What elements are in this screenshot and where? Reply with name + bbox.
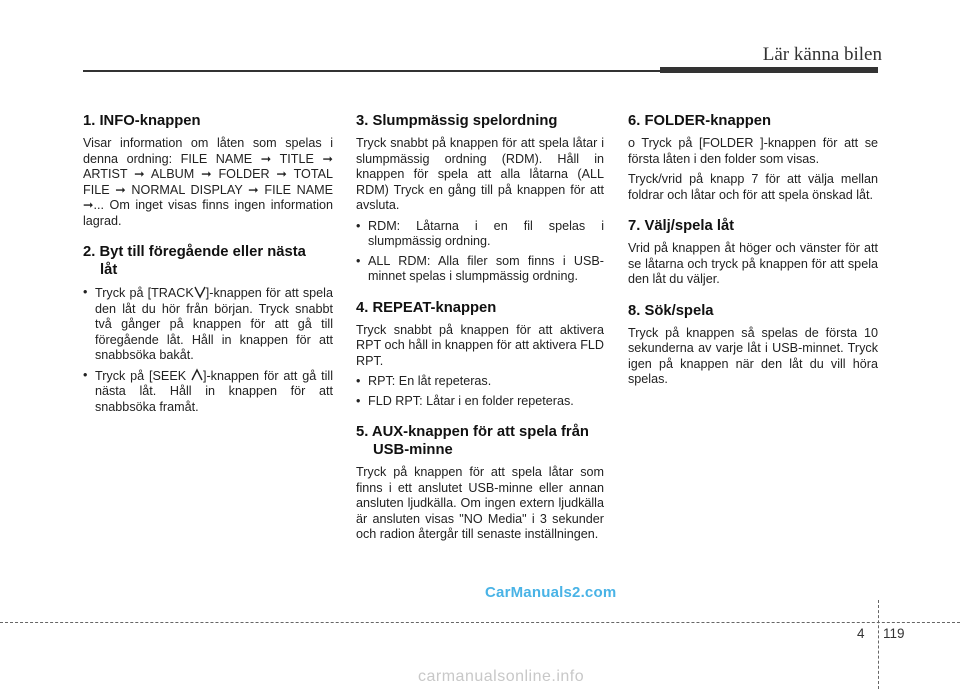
bullet-list xyxy=(356,219,604,285)
section-body: Tryck på knappen så spelas de första 10 sekunderna av varje låt i USB-minnet. Tryck igen på knappen när den låt du vill höra spelas. xyxy=(628,325,878,386)
chapter-number: 4 xyxy=(857,626,865,641)
section-body: Tryck på knappen för att spela låtar som finns i ett anslutet USB-minne eller annan ansluten ljudkälla. Om ingen extern ljudkälla är ansluten visas "NO Media" i 3 sekunder och radion återgår till senaste inställningen. xyxy=(356,465,604,541)
section-folder-button xyxy=(628,112,878,203)
list-item: • ALL RDM: Alla filer som finns i USB-minnet spelas i slumpmässig ordning. xyxy=(356,254,604,285)
bullet-list xyxy=(356,374,604,409)
section-heading: 8. Sök/spela xyxy=(628,302,714,319)
section-random-play xyxy=(356,112,604,285)
section-select-track xyxy=(628,217,878,288)
column-3 xyxy=(628,112,878,402)
section-heading: 5. AUX-knappen för att spela från USB-minne xyxy=(356,424,589,458)
chevron-up-icon xyxy=(191,368,203,382)
section-scan-play xyxy=(628,302,878,388)
chevron-down-icon xyxy=(194,285,206,299)
column-2 xyxy=(356,112,604,557)
section-body: o Tryck på [FOLDER ]-knappen för att se första låten i den folder som visas. xyxy=(628,136,878,166)
section-info-button xyxy=(83,112,333,229)
list-item: • Tryck på [SEEK ]-knappen för att gå till nästa låt. Håll in knappen för att snabbsöka framåt. xyxy=(83,368,333,416)
list-item: • FLD RPT: Låtar i en folder repeteras. xyxy=(356,394,604,410)
section-body: Visar information om låten som spelas i denna ordning: FILE NAME ➞ TITLE ➞ ARTIST ➞ ALBUM ➞ FOLDER ➞ TOTAL FILE ➞ NORMAL DISPLAY ➞ FILE NAME ➞... Om inget visas finns ingen information lagrad. xyxy=(83,136,333,228)
section-body: Vrid på knappen åt höger och vänster för att se låtarna och tryck på knappen för att spela den låt du väljer. xyxy=(628,241,878,286)
column-1 xyxy=(83,112,333,429)
chapter-title: Lär känna bilen xyxy=(762,44,882,65)
section-body: Tryck snabbt på knappen för att aktivera RPT och håll in knappen för att aktivera FLD RPT. xyxy=(356,322,604,368)
header-rule xyxy=(83,70,660,72)
section-heading: 2. Byt till föregående eller nästa låt xyxy=(83,244,306,278)
section-heading: 6. FOLDER-knappen xyxy=(628,113,772,129)
section-heading: 1. INFO-knappen xyxy=(83,113,201,129)
header-rule-thick xyxy=(660,67,878,73)
list-item: • Tryck på [TRACK ]-knappen för att spela den låt du hör från början. Tryck snabbt två gånger på knappen för att gå till föregående låt. Håll in knappen för att snabbsöka bakåt. xyxy=(83,285,333,364)
watermark-link[interactable]: CarManuals2.com xyxy=(485,584,617,601)
section-aux-button xyxy=(356,423,604,543)
page-number: 119 xyxy=(883,626,905,641)
bullet-list xyxy=(83,285,333,415)
section-body: Tryck/vrid på knapp 7 för att välja mellan foldrar och låtar och för att spela önskad låt. xyxy=(628,172,878,202)
section-heading: 3. Slumpmässig spelordning xyxy=(356,113,558,129)
list-item: • RDM: Låtarna i en fil spelas i slumpmässig ordning. xyxy=(356,219,604,250)
section-prev-next-track xyxy=(83,243,333,415)
list-item: • RPT: En låt repeteras. xyxy=(356,374,604,390)
footer-divider xyxy=(0,622,960,623)
section-body: Tryck snabbt på knappen för att spela låtar i slumpmässig ordning (RDM). Håll in knappen för spela att alla låtarna (ALL RDM) Tryck en gång till på knappen för att avsluta. xyxy=(356,136,604,212)
section-heading: 4. REPEAT-knappen xyxy=(356,299,497,316)
section-repeat-button xyxy=(356,299,604,410)
footer-vertical-divider xyxy=(878,600,879,689)
site-watermark: carmanualsonline.info xyxy=(418,668,585,685)
section-heading: 7. Välj/spela låt xyxy=(628,218,735,234)
